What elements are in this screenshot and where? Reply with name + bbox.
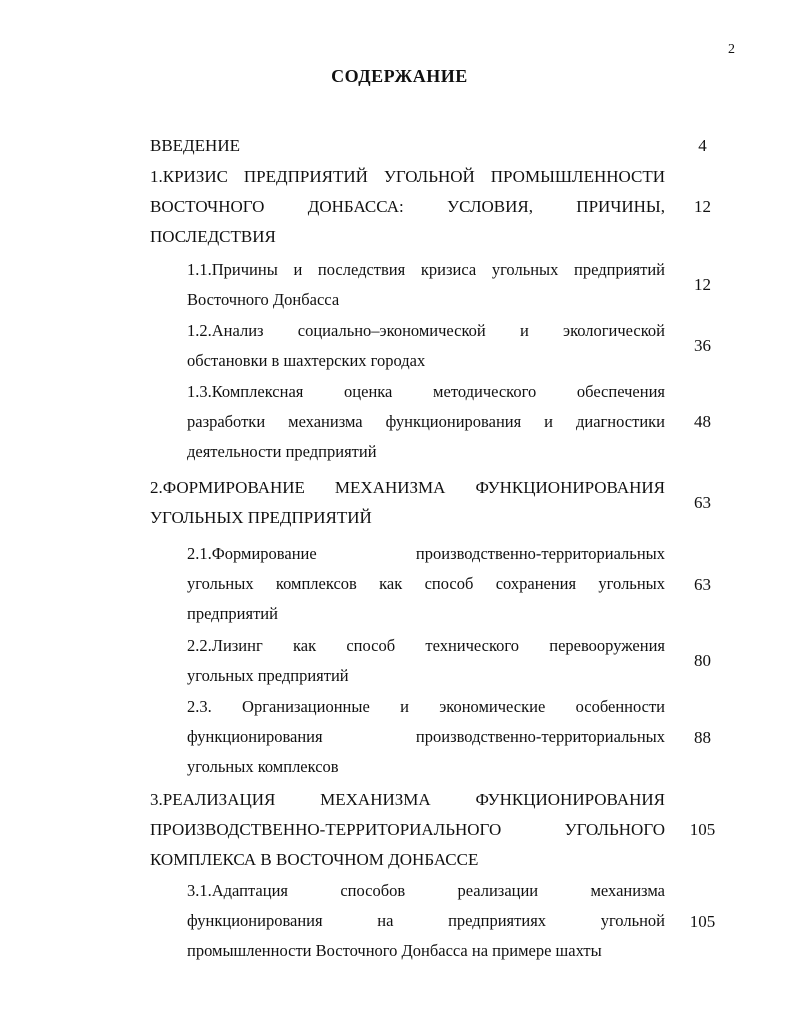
page-number: 2 <box>728 42 735 57</box>
toc-entry-line: промышленности Восточного Донбасса на примере шахты <box>187 941 602 960</box>
toc-entry-line: ПОСЛЕДСТВИЯ <box>150 227 276 246</box>
toc-entry-line: УГОЛЬНЫХ ПРЕДПРИЯТИЙ <box>150 508 372 527</box>
toc-page-number: 80 <box>694 651 711 670</box>
toc-entry-line: функционирования производственно-территориальных <box>187 727 665 746</box>
toc-title: СОДЕРЖАНИЕ <box>331 66 468 86</box>
toc-entry-line: функционирования на предприятиях угольной <box>187 911 665 930</box>
toc-entry-line: угольных комплексов <box>187 757 339 776</box>
toc-entry-line: 2.2.Лизинг как способ технического перевооружения <box>187 636 665 655</box>
toc-entry-line: 2.3. Организационные и экономические особенности <box>187 697 665 716</box>
toc-entry-line: предприятий <box>187 604 278 623</box>
toc-page-number: 105 <box>689 820 716 839</box>
toc-entry <box>150 785 665 875</box>
toc-page-number: 63 <box>694 493 711 512</box>
toc-page-number: 48 <box>694 412 711 431</box>
toc-entry <box>150 131 665 161</box>
toc-entry-line: обстановки в шахтерских городах <box>187 351 426 370</box>
toc-entry-line: 1.1.Причины и последствия кризиса угольных предприятий <box>187 260 665 279</box>
toc-entry <box>187 316 665 376</box>
toc-entry-line: 3.РЕАЛИЗАЦИЯ МЕХАНИЗМА ФУНКЦИОНИРОВАНИЯ <box>150 790 665 809</box>
toc-entry <box>187 539 665 629</box>
toc-entry-line: 1.КРИЗИС ПРЕДПРИЯТИЙ УГОЛЬНОЙ ПРОМЫШЛЕННОСТИ <box>150 167 665 186</box>
toc-entry-line: 2.ФОРМИРОВАНИЕ МЕХАНИЗМА ФУНКЦИОНИРОВАНИЯ <box>150 478 665 497</box>
toc-entry-line: КОМПЛЕКСА В ВОСТОЧНОМ ДОНБАССЕ <box>150 850 479 869</box>
toc-entry <box>187 631 665 691</box>
toc-entry <box>150 162 665 252</box>
toc-page-number: 36 <box>694 336 711 355</box>
toc-entry <box>187 876 665 966</box>
toc-page-number: 12 <box>694 275 711 294</box>
toc-entry-line: ВОСТОЧНОГО ДОНБАССА: УСЛОВИЯ, ПРИЧИНЫ, <box>150 197 665 216</box>
toc-page-number: 4 <box>698 136 707 155</box>
toc-page-number: 63 <box>694 574 711 594</box>
toc-entry-line: ВВЕДЕНИЕ <box>150 136 240 155</box>
toc-entry-line: угольных комплексов как способ сохранения угольных <box>187 574 665 593</box>
toc-entry-line: 3.1.Адаптация способов реализации механизма <box>187 881 665 900</box>
toc-page-number: 12 <box>694 197 711 216</box>
toc-entry-line: 2.1.Формирование производственно-территориальных <box>187 544 665 563</box>
toc-entry <box>187 377 665 467</box>
toc-entry-line: 1.2.Анализ социально–экономической и экологической <box>187 321 665 340</box>
toc-page-number: 105 <box>689 911 716 931</box>
toc-entry-line: угольных предприятий <box>187 666 349 685</box>
toc-entry-line: ПРОИЗВОДСТВЕННО-ТЕРРИТОРИАЛЬНОГО УГОЛЬНОГО <box>150 820 665 839</box>
toc-entry <box>150 473 665 533</box>
toc-entry-line: 1.3.Комплексная оценка методического обеспечения <box>187 382 665 401</box>
toc-entry <box>187 692 665 782</box>
toc-entry <box>187 255 665 315</box>
toc-entry-line: Восточного Донбасса <box>187 290 340 309</box>
toc-entry-line: деятельности предприятий <box>187 442 377 461</box>
toc-page-number: 88 <box>694 727 711 747</box>
toc-entry-line: разработки механизма функционирования и диагностики <box>187 412 665 431</box>
